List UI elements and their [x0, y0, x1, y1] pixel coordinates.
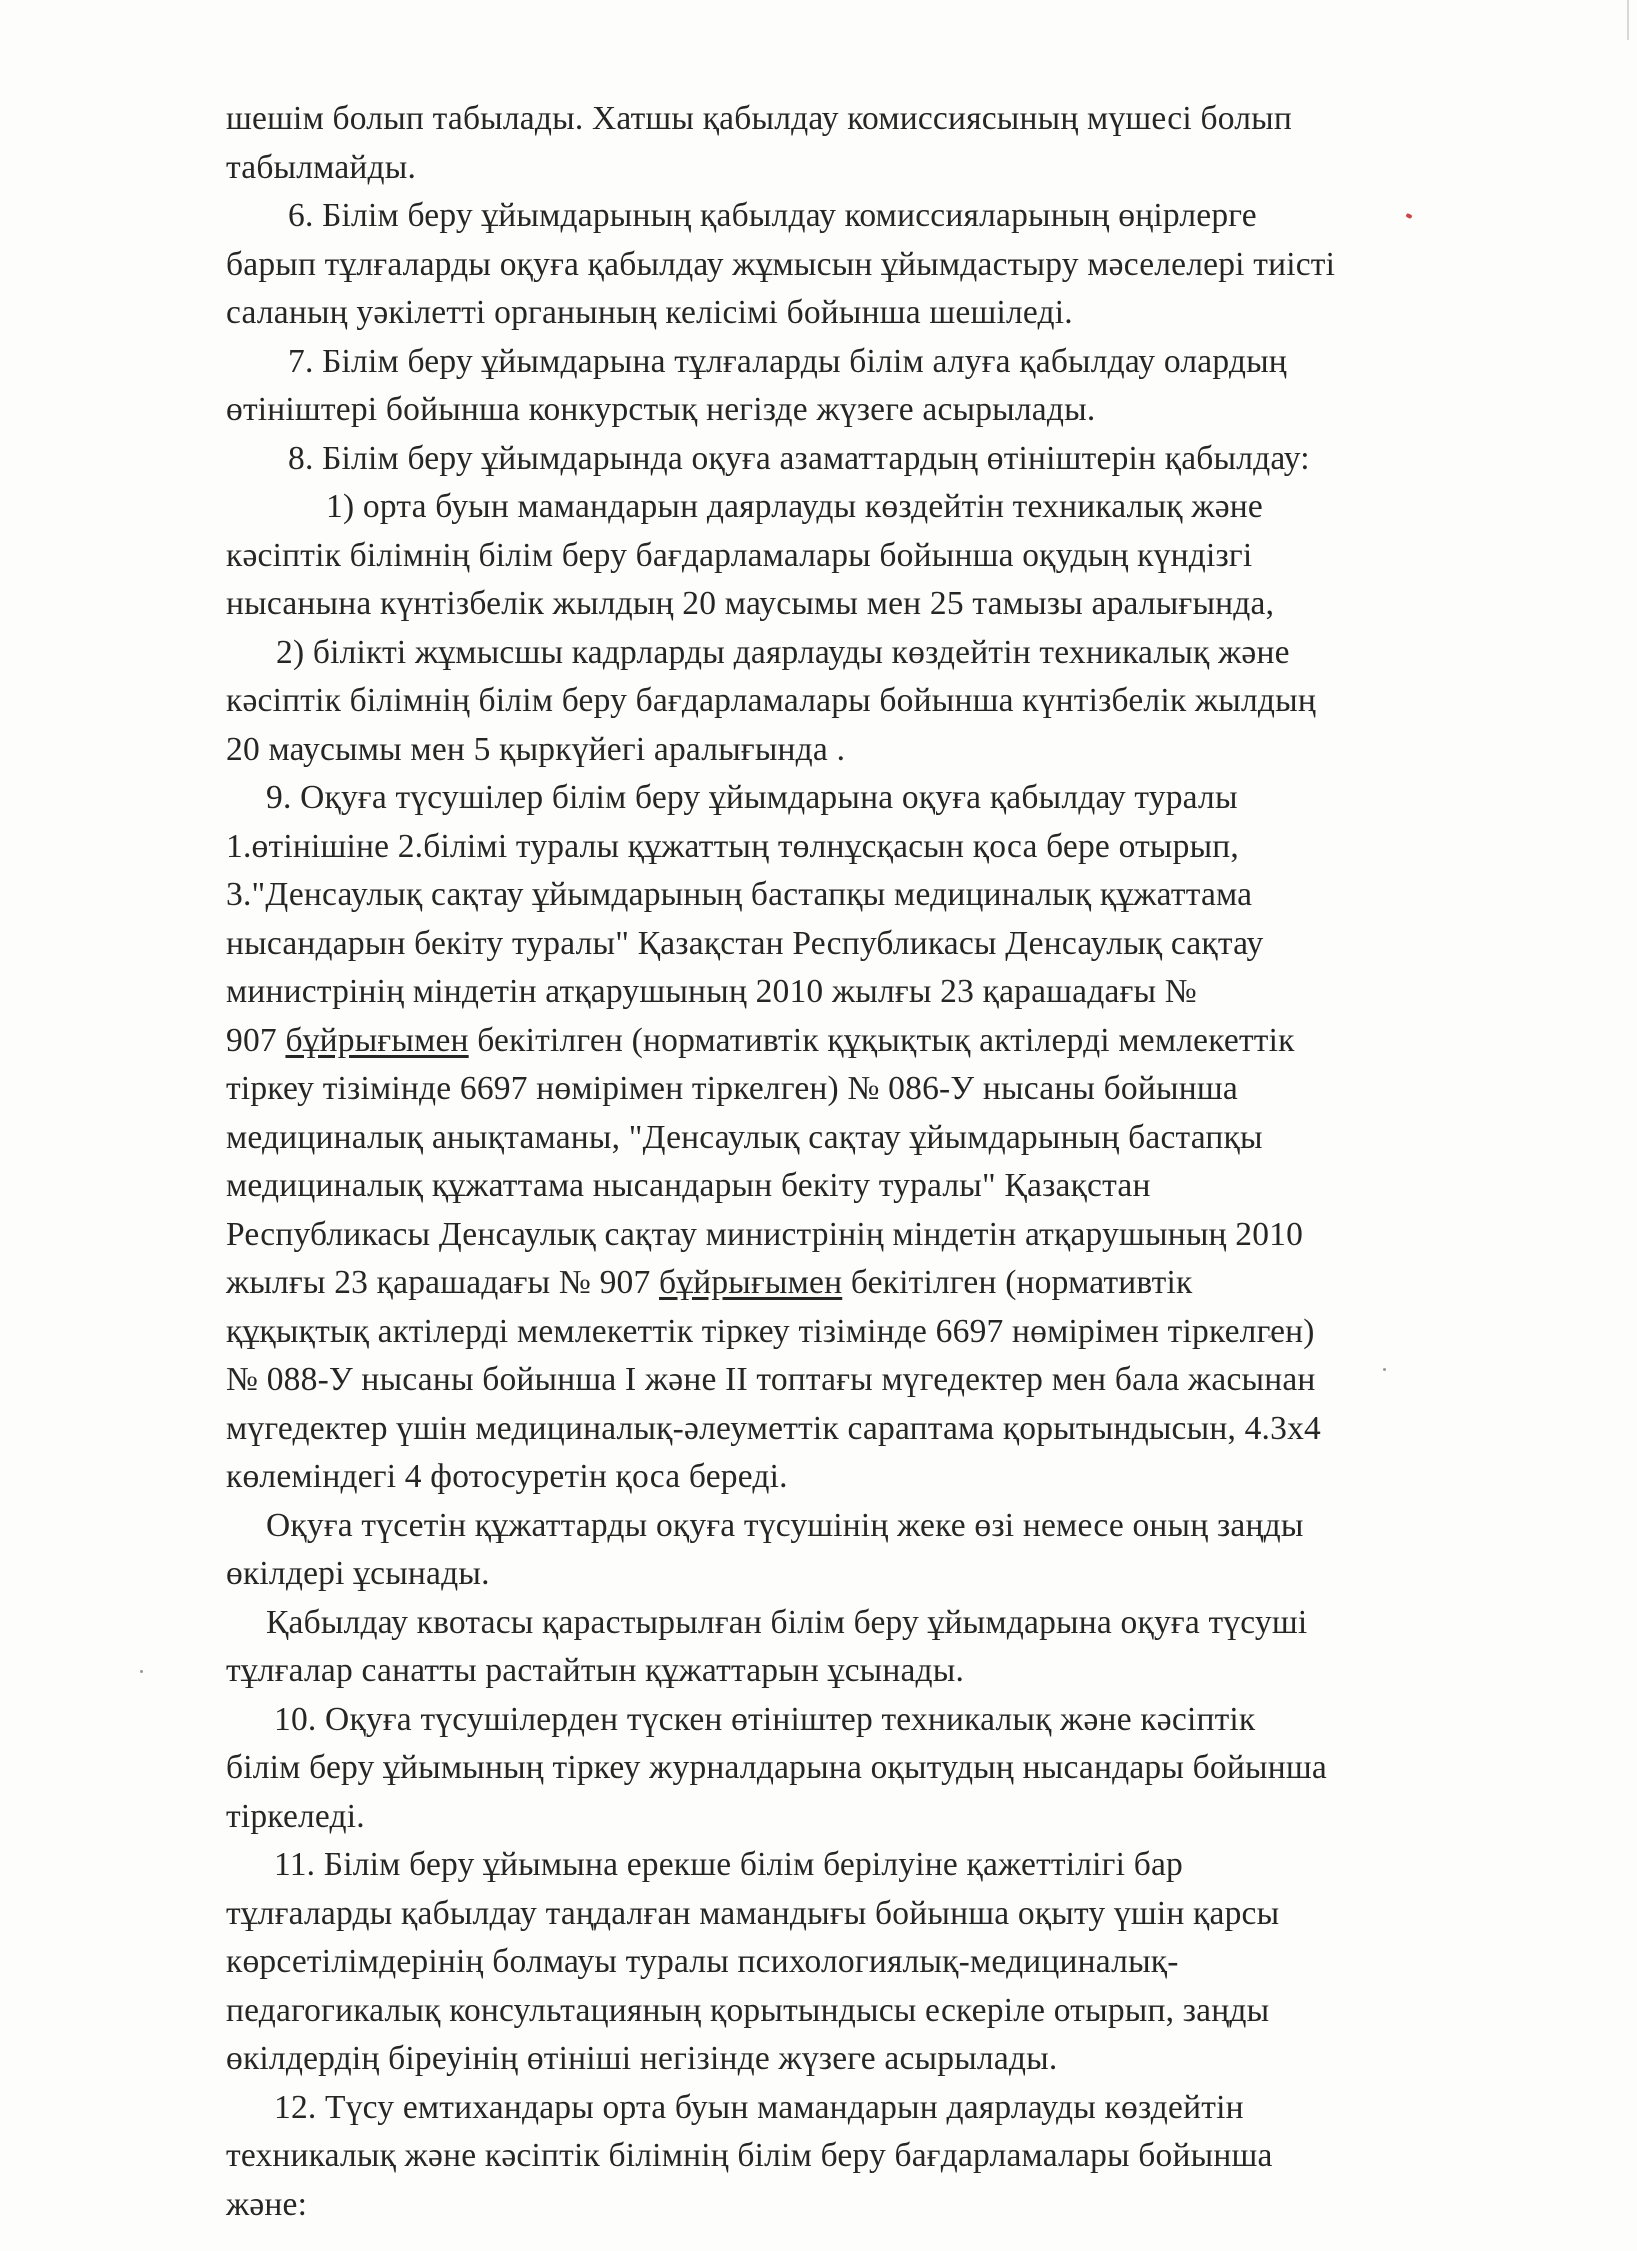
text-line: саланың уәкілетті органының келісімі бойынша шешіледі. — [226, 294, 1073, 331]
paragraph-10: 10. Оқуға түсушілерден түскен өтініштер техникалық және кәсіптік — [274, 1700, 1256, 1738]
text-line: 1.өтінішіне 2.білімі туралы құжаттың төлнұсқасын қоса бере отырып, — [226, 827, 1239, 865]
order-link[interactable]: бұйрығымен — [285, 1021, 469, 1059]
text-line: кәсіптік білімнің білім беру бағдарламалары бойынша оқудың күндізгі — [226, 536, 1253, 574]
scan-edge-mark — [1627, 0, 1629, 40]
text-line: барып тұлғаларды оқуға қабылдау жұмысын ұйымдастыру мәселелері тиісті — [226, 245, 1336, 283]
text-line: педагогикалық консультацияның қорытындысы ескеріле отырып, заңды — [226, 1991, 1270, 2029]
text-line: және: — [226, 2185, 308, 2223]
order-number: 907 — [226, 1021, 277, 1059]
list-item-2: 2) білікті жұмысшы кадрларды даярлауды көздейтін техникалық және — [276, 633, 1290, 671]
text-line: өкілдері ұсынады. — [226, 1555, 490, 1592]
text-line: техникалық және кәсіптік білімнің білім беру бағдарламалары бойынша — [226, 2137, 1273, 2174]
text-line: мүгедектер үшін медициналық-әлеуметтік сараптама қорытындысын, 4.3х4 — [226, 1409, 1321, 1447]
text-line: тұлғалар санатты растайтын құжаттарын ұсынады. — [226, 1652, 965, 1689]
line-text: бекітілген (нормативтік құқықтық актілерді мемлекеттік — [477, 1021, 1295, 1059]
text-line: 3."Денсаулық сақтау ұйымдарының бастапқы медициналық құжаттама — [226, 876, 1253, 913]
paragraph-11: 11. Білім беру ұйымына ерекше білім берілуіне қажеттілігі бар — [274, 1846, 1183, 1883]
text-line: министрінің міндетін атқарушының 2010 жылғы 23 қарашадағы № — [226, 973, 1197, 1010]
text-line: көлеміндегі 4 фотосуретін қоса береді. — [226, 1458, 788, 1495]
order-link[interactable]: бұйрығымен — [659, 1264, 843, 1301]
text-line — [226, 1017, 1476, 1066]
scan-speck — [140, 1670, 143, 1673]
text-line: Республикасы Денсаулық сақтау министрінің міндетін атқарушының 2010 — [226, 1215, 1304, 1253]
text-line: тіркеледі. — [226, 1797, 365, 1835]
text-line: көрсетілімдерінің болмауы туралы психологиялық-медициналық- — [226, 1943, 1179, 1980]
text-line: тіркеу тізімінде 6697 нөмірімен тіркелген) № 086-У нысаны бойынша — [226, 1070, 1238, 1107]
text-line: 20 маусымы мен 5 қыркүйегі аралығында . — [226, 730, 846, 768]
list-item-1: 1) орта буын мамандарын даярлауды көздейтін техникалық және — [326, 488, 1263, 525]
text-line: тұлғаларды қабылдау таңдалған мамандығы бойынша оқыту үшін қарсы — [226, 1894, 1280, 1932]
paragraph-documents: Оқуға түсетін құжаттарды оқуға түсушінің жеке өзі немесе оның заңды — [266, 1506, 1304, 1544]
line-text: бекітілген (нормативтік — [850, 1264, 1193, 1301]
text-line: білім беру ұйымының тіркеу журналдарына оқытудың нысандары бойынша — [226, 1749, 1327, 1786]
line-text: жылғы 23 қарашадағы № 907 — [226, 1264, 651, 1301]
text-line: № 088-У нысаны бойынша I және II топтағы мүгедектер мен бала жасынан — [226, 1361, 1316, 1398]
paragraph-9: 9. Оқуға түсушілер білім беру ұйымдарына оқуға қабылдау туралы — [266, 779, 1238, 816]
paragraph-7: 7. Білім беру ұйымдарына тұлғаларды білім алуға қабылдау олардың — [288, 342, 1287, 380]
text-line: өтініштері бойынша конкурстық негізде жүзеге асырылады. — [226, 391, 1096, 428]
text-line: шешім болып табылады. Хатшы қабылдау комиссиясының мүшесі болып — [226, 100, 1292, 137]
text-line: нысандарын бекіту туралы" Қазақстан Республикасы Денсаулық сақтау — [226, 924, 1264, 962]
paragraph-6: 6. Білім беру ұйымдарының қабылдау комиссияларының өңірлерге — [288, 197, 1257, 234]
paragraph-quota: Қабылдау квотасы қарастырылған білім беру ұйымдарына оқуға түсуші — [266, 1603, 1308, 1641]
text-line: құқықтық актілерді мемлекеттік тіркеу тізімінде 6697 нөмірімен тіркелген) — [226, 1312, 1315, 1350]
text-line: өкілдердің біреуінің өтініші негізінде жүзеге асырылады. — [226, 2040, 1058, 2077]
paragraph-8: 8. Білім беру ұйымдарында оқуға азаматтардың өтініштерін қабылдау: — [288, 439, 1310, 477]
document-body — [226, 95, 1476, 2229]
paragraph-12: 12. Түсу емтихандары орта буын мамандарын даярлауды көздейтін — [274, 2088, 1244, 2126]
text-line: медициналық анықтаманы, "Денсаулық сақтау ұйымдарының бастапқы — [226, 1118, 1263, 1156]
text-line — [226, 1259, 1476, 1308]
text-line: медициналық құжаттама нысандарын бекіту туралы" Қазақстан — [226, 1167, 1151, 1204]
text-line: кәсіптік білімнің білім беру бағдарламалары бойынша күнтізбелік жылдың — [226, 682, 1316, 719]
text-line: нысанына күнтізбелік жылдың 20 маусымы мен 25 тамызы аралығында, — [226, 585, 1275, 622]
text-line: табылмайды. — [226, 148, 417, 186]
